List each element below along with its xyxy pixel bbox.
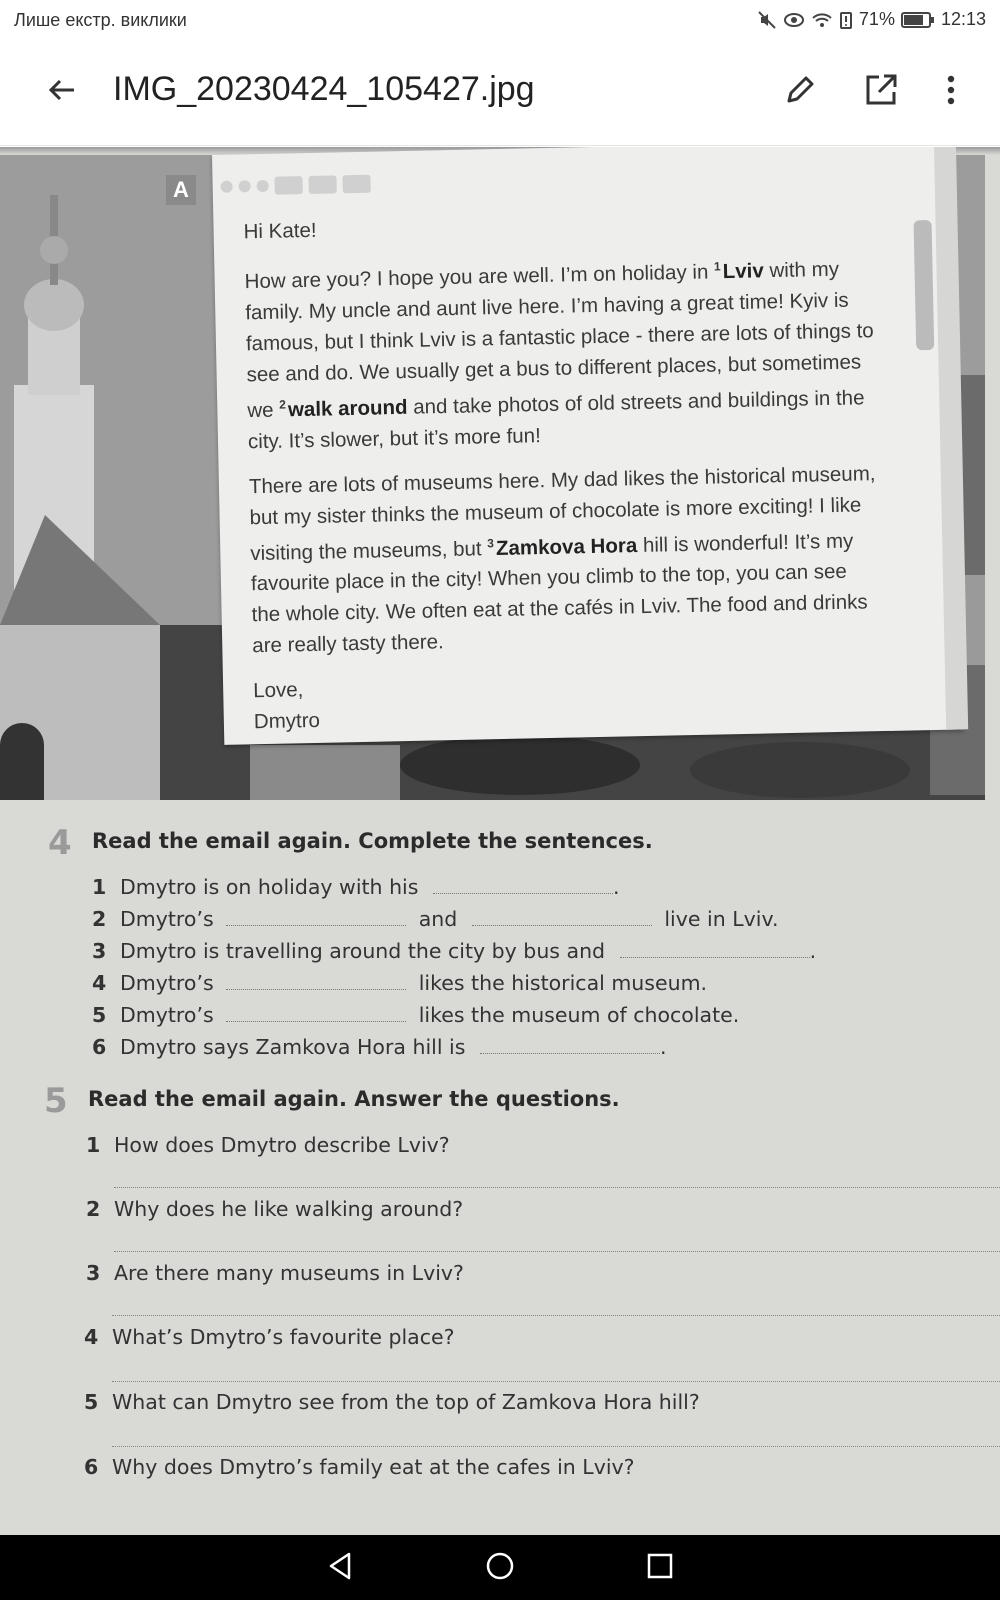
section-label: A [166, 175, 196, 205]
battery-icon [901, 11, 935, 29]
app-bar [0, 42, 1000, 146]
exercise-number: 5 [44, 1081, 68, 1121]
email-paragraph-2: There are lots of museums here. My dad likes the historical museum, but my sister thinks the museum of chocolate is more exciting! I like visiting the museums, but $^3$Zamkova Hora hill is wonderful! It’s my favourite place in the city! When you climb to the top, you can see the whole city. We often eat at the cafés in Lviv. The food and drinks are really tasty there. [248, 461, 876, 658]
question-1: 1 How does Dmytro describe Lviv? [86, 1133, 450, 1157]
nav-home-button[interactable] [480, 1548, 520, 1588]
blank [480, 1036, 660, 1054]
question-3: 3 Are there many museums in Lviv? [86, 1261, 464, 1285]
edit-button[interactable] [776, 68, 824, 116]
window-nav-back [274, 176, 302, 195]
email-scrollbar [914, 220, 935, 350]
status-bar [0, 0, 1000, 42]
exercise-heading: Read the email again. Complete the sentences. [92, 829, 653, 853]
email-signature: Dmytro [253, 709, 321, 734]
email-greeting: Hi Kate! [243, 218, 317, 244]
back-triangle-icon [325, 1551, 355, 1585]
page-title: IMG_20230424_105427.jpg [113, 70, 535, 108]
status-icons [757, 9, 986, 30]
mute-icon [757, 10, 777, 30]
sentence-6: 6 Dmytro says Zamkova Hora hill is . [92, 1035, 667, 1059]
more-options-button[interactable] [927, 68, 975, 116]
email-paragraph-1: How are you? I hope you are well. I’m on holiday in $^1$Lviv with my family. My uncle and aunt live here. I’m having a great time! Kyiv is famous, but I think Lviv is a fantastic place - there are lots of things to see and do. We usually get a bus to different places, but sometimes we $^2$walk around and take photos of old streets and buildings in the city. It’s slower, but it’s more fun! [244, 257, 874, 453]
clock-time: 12:13 [940, 9, 986, 29]
blank [226, 1004, 406, 1022]
recents-square-icon [646, 1552, 674, 1584]
blank [226, 908, 406, 926]
answer-line [112, 1315, 1000, 1316]
sentence-1: 1 Dmytro is on holiday with his . [92, 875, 620, 899]
eye-icon [783, 10, 805, 30]
answer-line [112, 1381, 1000, 1382]
sentence-3: 3 Dmytro is travelling around the city by bus and . [92, 939, 817, 963]
battery-percent: 71% [858, 9, 895, 29]
question-5: 5 What can Dmytro see from the top of Zamkova Hora hill? [84, 1390, 700, 1414]
email-window [212, 147, 964, 745]
exercise-heading: Read the email again. Answer the questions. [88, 1087, 620, 1111]
back-button[interactable] [40, 70, 84, 114]
back-icon [46, 74, 78, 110]
window-dot [257, 180, 269, 192]
question-4: 4 What’s Dmytro’s favourite place? [84, 1325, 455, 1349]
window-nav-mail [342, 175, 370, 194]
nav-recents-button[interactable] [640, 1548, 680, 1588]
carrier-text: Лише екстр. виклики [14, 10, 187, 30]
battery-alert-icon [839, 10, 853, 30]
email-closing: Love, [252, 678, 304, 703]
question-6: 6 Why does Dmytro’s family eat at the cafes in Lviv? [84, 1455, 635, 1479]
blank [472, 908, 652, 926]
email-body [243, 203, 884, 738]
window-dot [221, 181, 233, 193]
sentence-4: 4 Dmytro’s likes the historical museum. [92, 971, 708, 995]
answer-line [114, 1251, 1000, 1252]
window-dot [239, 180, 251, 192]
blank [226, 972, 406, 990]
home-circle-icon [485, 1551, 515, 1585]
navigation-bar [0, 1535, 1000, 1600]
question-2: 2 Why does he like walking around? [86, 1197, 464, 1221]
wifi-icon [811, 10, 833, 30]
blank [433, 876, 613, 894]
window-controls [212, 169, 383, 201]
blank [620, 940, 810, 958]
edit-icon [783, 73, 817, 111]
window-nav-forward [308, 175, 336, 194]
sentence-5: 5 Dmytro’s likes the museum of chocolate. [92, 1003, 740, 1027]
open-external-icon [863, 72, 899, 112]
nav-back-button[interactable] [320, 1548, 360, 1588]
photo-viewer[interactable] [0, 147, 1000, 1535]
answer-line [114, 1187, 1000, 1188]
sentence-2: 2 Dmytro’s and live in Lviv. [92, 907, 779, 931]
more-vert-icon [946, 74, 956, 110]
answer-line [112, 1446, 1000, 1447]
exercise-number: 4 [48, 823, 72, 863]
open-external-button[interactable] [857, 68, 905, 116]
